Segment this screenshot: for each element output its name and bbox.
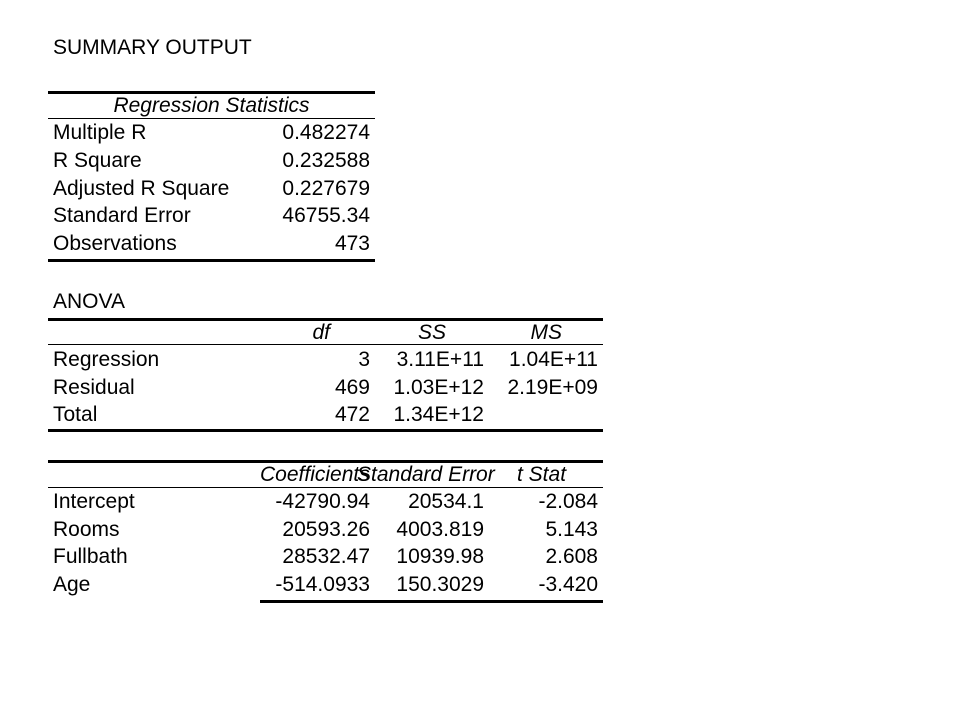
- regression-statistics-header: Regression Statistics: [113, 94, 310, 117]
- column-header-ms: MS: [530, 321, 562, 344]
- coef-value: 20593.26: [282, 518, 370, 541]
- column-header-standard-error: [357, 463, 495, 487]
- standard-error-value: 150.3029: [396, 573, 484, 596]
- header-rule: [48, 118, 375, 119]
- column-header-t-stat: t Stat: [517, 463, 567, 486]
- header-rule: [48, 344, 603, 345]
- standard-error-value: 10939.98: [396, 545, 484, 568]
- anova-ss: 1.03E+12: [393, 376, 484, 399]
- bottom-rule: [260, 600, 603, 603]
- stat-label: Multiple R: [53, 121, 147, 144]
- anova-ms: 1.04E+11: [509, 348, 598, 371]
- anova-ss: 3.11E+11: [396, 348, 484, 371]
- coef-row-label: Intercept: [53, 490, 135, 513]
- anova-ss: 1.34E+12: [393, 403, 484, 426]
- t-stat-value: 5.143: [545, 518, 598, 541]
- coef-value: 28532.47: [282, 545, 370, 568]
- coef-row-label: Rooms: [53, 518, 120, 541]
- anova-row-label: Total: [53, 403, 98, 426]
- anova-df: 3: [358, 348, 370, 371]
- standard-error-value: 4003.819: [396, 518, 484, 541]
- anova-row-label: Residual: [53, 376, 135, 399]
- coef-row-label: Fullbath: [53, 545, 128, 568]
- stat-value: 473: [334, 232, 370, 255]
- t-stat-value: -3.420: [538, 573, 598, 596]
- bottom-rule: [48, 429, 603, 432]
- stat-value: 0.232588: [282, 149, 370, 172]
- standard-error-value: 20534.1: [408, 490, 484, 513]
- t-stat-value: -2.084: [538, 490, 598, 513]
- coef-value: -42790.94: [275, 490, 370, 513]
- stat-label: R Square: [53, 149, 142, 172]
- summary-title: SUMMARY OUTPUT: [53, 36, 252, 59]
- stat-label: Observations: [53, 232, 177, 255]
- bottom-rule: [48, 259, 375, 262]
- anova-df: 469: [334, 376, 370, 399]
- anova-row-label: Regression: [53, 348, 160, 371]
- stat-value: 0.227679: [282, 177, 370, 200]
- t-stat-value: 2.608: [545, 545, 598, 568]
- coef-value: -514.0933: [275, 573, 370, 596]
- header-rule: [48, 487, 603, 488]
- column-header-coefficients: Coefficients: [260, 463, 370, 486]
- stat-value: 0.482274: [282, 121, 370, 144]
- column-header-ss: SS: [417, 321, 446, 344]
- coef-row-label: Age: [53, 573, 91, 596]
- stat-label: Adjusted R Square: [53, 177, 230, 200]
- column-header-df: df: [312, 321, 330, 344]
- anova-df: 472: [334, 403, 370, 426]
- anova-title: ANOVA: [53, 290, 125, 313]
- stat-value: 46755.34: [282, 204, 370, 227]
- anova-ms: 2.19E+09: [507, 376, 598, 399]
- standard-error-text: Standard Error: [357, 463, 495, 486]
- stat-label: Standard Error: [53, 204, 191, 227]
